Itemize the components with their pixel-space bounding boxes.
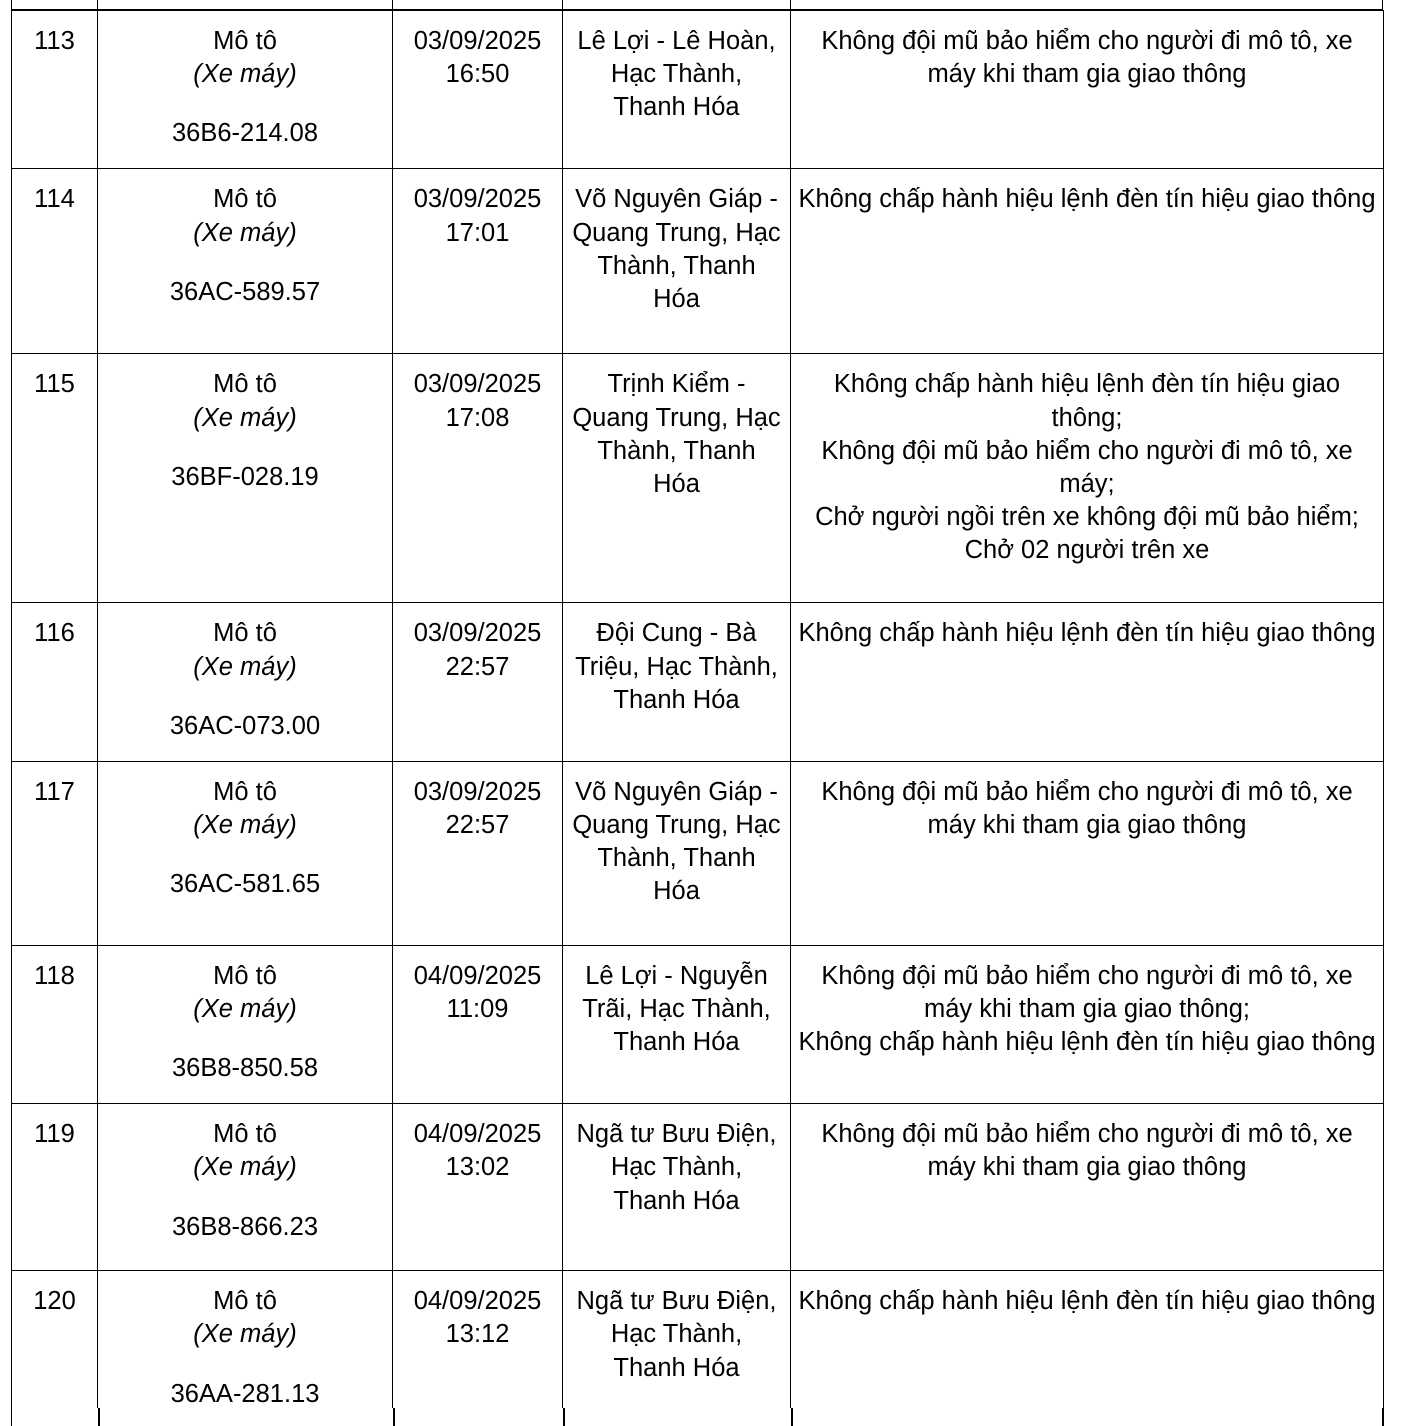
table-row — [12, 11, 1384, 169]
table-separator-1-partial — [98, 1408, 100, 1426]
vehicle-kind: (Xe máy) — [193, 60, 297, 89]
table-row — [12, 354, 1384, 603]
place-line: Thanh Hóa — [613, 93, 740, 122]
place-line: Ngã tư Bưu Điện, — [576, 1287, 777, 1316]
vehicle-plate: 36B6-214.08 — [171, 119, 319, 148]
cell-vehicle — [98, 1104, 393, 1271]
place-line: Hóa — [653, 284, 700, 313]
vehicle-plate: 36AA-281.13 — [170, 1379, 320, 1408]
place-line: Thanh Hóa — [613, 1028, 740, 1057]
violation-hour: 22:57 — [445, 810, 510, 839]
cell-place — [563, 945, 791, 1103]
violation-text: Không chấp hành hiệu lệnh đèn tín hiệu giao thông — [798, 1287, 1376, 1316]
cell-violation — [791, 11, 1384, 169]
table-row — [12, 945, 1384, 1103]
next-row-top-edge — [11, 1408, 1383, 1426]
violation-date: 03/09/2025 — [413, 777, 542, 806]
stt-value: 116 — [34, 619, 75, 648]
place-line: Hóa — [653, 877, 700, 906]
cell-stt — [12, 603, 98, 761]
stt-value: 115 — [34, 370, 75, 399]
violations-table-body — [12, 11, 1384, 1426]
table-separator-4-partial — [791, 1408, 793, 1426]
vehicle-kind: (Xe máy) — [193, 810, 297, 839]
place-line: Thành, Thanh — [597, 844, 756, 873]
violation-text: Không chấp hành hiệu lệnh đèn tín hiệu giao thông — [798, 619, 1376, 648]
vehicle-type: Mô tô — [213, 185, 277, 214]
cell-vehicle — [98, 603, 393, 761]
violation-hour: 17:01 — [445, 218, 510, 247]
vehicle-plate: 36BF-028.19 — [171, 462, 319, 491]
violation-hour: 16:50 — [445, 60, 510, 89]
violation-hour: 17:08 — [445, 403, 510, 432]
place-line: Thanh Hóa — [613, 1353, 740, 1382]
vehicle-type: Mô tô — [213, 619, 277, 648]
cell-vehicle — [98, 945, 393, 1103]
stt-value: 114 — [34, 185, 75, 214]
cell-vehicle — [98, 11, 393, 169]
violation-text: Không đội mũ bảo hiểm cho người đi mô tô, xe máy khi tham gia giao thông — [821, 27, 1353, 89]
place-line: Ngã tư Bưu Điện, — [576, 1120, 777, 1149]
place-line: Quang Trung, Hạc — [572, 218, 781, 247]
cell-place — [563, 354, 791, 603]
table-row — [12, 1271, 1384, 1426]
stt-value: 120 — [33, 1287, 76, 1316]
place-line: Hạc Thành, — [610, 1320, 743, 1349]
place-line: Lê Lợi - Lê Hoàn, — [577, 27, 776, 55]
cell-vehicle — [98, 169, 393, 354]
stt-value: 119 — [34, 1120, 75, 1149]
cell-time — [393, 945, 563, 1103]
cell-time — [393, 761, 563, 945]
place-line: Trãi, Hạc Thành, — [582, 994, 771, 1023]
table-row — [12, 1104, 1384, 1271]
vehicle-plate: 36B8-850.58 — [171, 1054, 319, 1083]
violation-text: Không đội mũ bảo hiểm cho người đi mô tô, xe máy; — [821, 436, 1353, 498]
cell-vehicle — [98, 1271, 393, 1426]
cell-violation — [791, 761, 1384, 945]
cell-place — [563, 1104, 791, 1271]
violation-text: Không chấp hành hiệu lệnh đèn tín hiệu giao thông; — [833, 370, 1341, 432]
cell-place — [563, 169, 791, 354]
place-line: Đội Cung - Bà — [596, 619, 757, 648]
place-line: Quang Trung, Hạc — [572, 810, 781, 839]
place-line: Quang Trung, Hạc — [572, 403, 781, 432]
table-row — [12, 761, 1384, 945]
cell-vehicle — [98, 354, 393, 603]
cell-stt — [12, 761, 98, 945]
cell-vehicle — [98, 761, 393, 945]
place-line: Thanh Hóa — [613, 1186, 740, 1215]
violation-date: 04/09/2025 — [413, 1120, 542, 1149]
cell-time — [393, 1104, 563, 1271]
place-line: Triệu, Hạc Thành, — [575, 652, 778, 681]
cell-violation — [791, 354, 1384, 603]
cell-time — [393, 603, 563, 761]
place-line: Thành, Thanh — [597, 436, 756, 465]
violation-date: 03/09/2025 — [413, 27, 542, 55]
place-line: Võ Nguyên Giáp - — [575, 777, 778, 806]
vehicle-kind: (Xe máy) — [193, 994, 297, 1023]
violation-hour: 22:57 — [445, 652, 510, 681]
violation-date: 03/09/2025 — [413, 619, 542, 648]
cell-place — [563, 603, 791, 761]
cell-time — [393, 1271, 563, 1426]
place-line: Hạc Thành, — [610, 1153, 743, 1182]
place-line: Võ Nguyên Giáp - — [575, 185, 778, 214]
violation-date: 03/09/2025 — [413, 370, 542, 399]
cell-violation — [791, 1104, 1384, 1271]
place-line: Thanh Hóa — [613, 685, 740, 714]
vehicle-kind: (Xe máy) — [193, 218, 297, 247]
violation-text: Không đội mũ bảo hiểm cho người đi mô tô, xe máy khi tham gia giao thông — [821, 777, 1353, 839]
place-line: Hóa — [653, 469, 700, 498]
vehicle-type: Mô tô — [213, 1287, 277, 1316]
place-line: Thành, Thanh — [597, 251, 756, 280]
violations-table — [11, 10, 1384, 1426]
violation-date: 04/09/2025 — [413, 1287, 542, 1316]
cell-violation — [791, 169, 1384, 354]
place-line: Lê Lợi - Nguyễn — [585, 961, 768, 990]
vehicle-plate: 36AC-073.00 — [169, 711, 321, 740]
stt-value: 118 — [34, 961, 75, 990]
cell-stt — [12, 11, 98, 169]
violation-text: Không chấp hành hiệu lệnh đèn tín hiệu giao thông — [798, 185, 1376, 214]
cell-stt — [12, 945, 98, 1103]
cell-stt — [12, 1104, 98, 1271]
vehicle-kind: (Xe máy) — [193, 403, 297, 432]
violation-hour: 13:12 — [445, 1320, 510, 1349]
cell-violation — [791, 945, 1384, 1103]
cell-time — [393, 169, 563, 354]
vehicle-type: Mô tô — [213, 961, 277, 990]
vehicle-kind: (Xe máy) — [193, 652, 297, 681]
cell-stt — [12, 1271, 98, 1426]
stt-value: 117 — [34, 777, 75, 806]
violation-hour: 11:09 — [446, 994, 509, 1023]
violation-text: Chở 02 người trên xe — [964, 536, 1210, 565]
cell-time — [393, 11, 563, 169]
vehicle-plate: 36AC-589.57 — [169, 277, 321, 306]
cell-place — [563, 1271, 791, 1426]
violation-date: 03/09/2025 — [413, 185, 542, 214]
vehicle-type: Mô tô — [213, 777, 277, 806]
cell-stt — [12, 169, 98, 354]
table-separator-2-partial — [393, 1408, 395, 1426]
next-row-place-clipped — [563, 1408, 791, 1417]
place-line: Hạc Thành, — [610, 60, 743, 89]
vehicle-plate: 36B8-866.23 — [171, 1212, 319, 1241]
place-line: Trịnh Kiểm - — [607, 370, 746, 399]
violation-text: Không chấp hành hiệu lệnh đèn tín hiệu giao thông — [798, 1028, 1376, 1057]
vehicle-type: Mô tô — [213, 370, 277, 399]
vehicle-plate: 36AC-581.65 — [169, 870, 321, 899]
cell-place — [563, 11, 791, 169]
violation-date: 04/09/2025 — [413, 961, 542, 990]
cell-stt — [12, 354, 98, 603]
violation-text: Không đội mũ bảo hiểm cho người đi mô tô, xe máy khi tham gia giao thông — [821, 1120, 1353, 1182]
cell-violation — [791, 603, 1384, 761]
cell-place — [563, 761, 791, 945]
cell-violation — [791, 1271, 1384, 1426]
violation-hour: 13:02 — [445, 1153, 510, 1182]
cell-time — [393, 354, 563, 603]
vehicle-kind: (Xe máy) — [193, 1153, 297, 1182]
vehicle-type: Mô tô — [213, 1120, 277, 1149]
table-row — [12, 169, 1384, 354]
vehicle-kind: (Xe máy) — [193, 1320, 297, 1349]
violation-text: Không đội mũ bảo hiểm cho người đi mô tô, xe máy khi tham gia giao thông; — [821, 961, 1353, 1023]
table-row — [12, 603, 1384, 761]
vehicle-type: Mô tô — [213, 27, 277, 55]
violation-text: Chở người ngồi trên xe không đội mũ bảo hiểm; — [815, 502, 1359, 531]
stt-value: 113 — [34, 27, 75, 55]
